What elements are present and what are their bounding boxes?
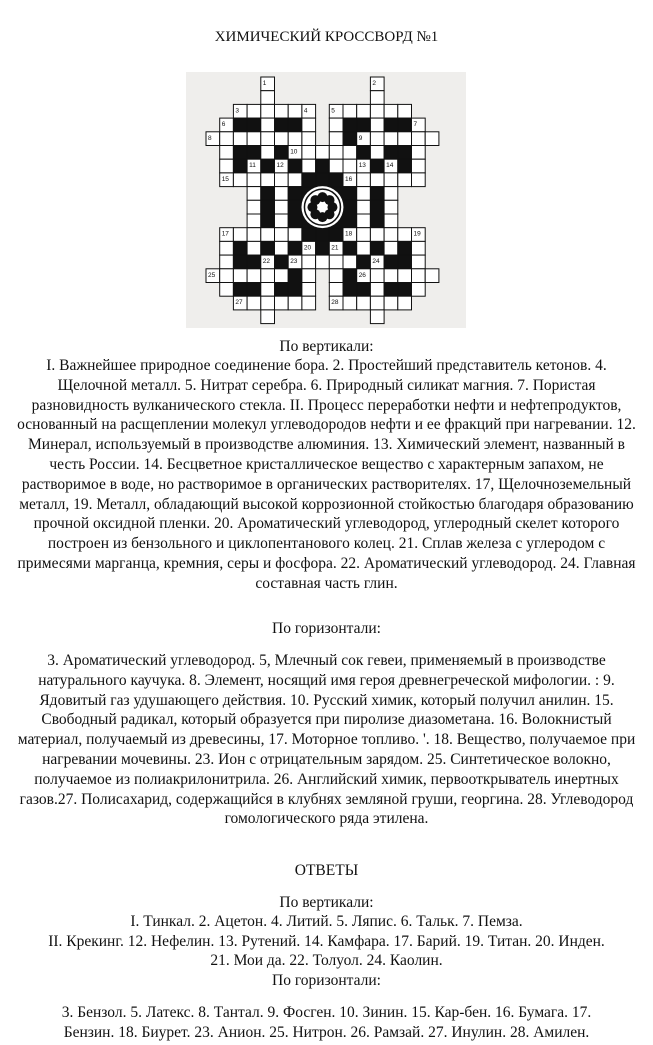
answers-horizontal-line: 3. Бензол. 5. Латекс. 8. Тантал. 9. Фосген. 10. Зинин. 15. Кар-бен. 16. Бумага. 17. bbox=[61, 1004, 592, 1021]
white-cell bbox=[343, 255, 357, 269]
white-cell bbox=[261, 283, 275, 297]
white-cell bbox=[220, 283, 234, 297]
white-cell bbox=[412, 159, 426, 173]
white-cell bbox=[288, 104, 302, 118]
crossword-grid bbox=[186, 72, 466, 328]
white-cell bbox=[220, 241, 234, 255]
white-cell bbox=[261, 146, 275, 160]
clue-number: 18 bbox=[345, 230, 353, 238]
white-cell bbox=[233, 269, 247, 283]
white-cell bbox=[261, 118, 275, 132]
black-cell bbox=[261, 159, 275, 173]
clue-number: 8 bbox=[208, 134, 212, 142]
black-cell bbox=[247, 255, 261, 269]
black-cell bbox=[370, 200, 384, 214]
white-cell bbox=[275, 214, 289, 228]
white-cell bbox=[370, 104, 384, 118]
white-cell bbox=[384, 187, 398, 201]
white-cell bbox=[370, 228, 384, 242]
answers-vertical-heading: По вертикали: bbox=[279, 894, 374, 911]
horizontal-heading: По горизонтали: bbox=[272, 620, 381, 637]
black-cell bbox=[261, 187, 275, 201]
black-cell bbox=[357, 283, 371, 297]
white-cell bbox=[357, 296, 371, 310]
white-cell bbox=[357, 173, 371, 187]
clue-number: 9 bbox=[358, 134, 363, 142]
white-cell bbox=[275, 241, 289, 255]
white-cell bbox=[233, 173, 247, 187]
black-cell bbox=[288, 214, 302, 228]
white-cell bbox=[247, 241, 261, 255]
black-cell bbox=[357, 255, 371, 269]
black-cell bbox=[302, 228, 316, 242]
black-cell bbox=[343, 269, 357, 283]
clue-number: 4 bbox=[303, 107, 308, 115]
clue-number: 28 bbox=[331, 299, 339, 307]
answers-horizontal-line: Бензин. 18. Биурет. 23. Анион. 25. Нитрон. 26. Рамзай. 27. Инулин. 28. Амилен. bbox=[63, 1024, 590, 1041]
white-cell bbox=[329, 132, 343, 146]
white-cell bbox=[357, 187, 371, 201]
white-cell bbox=[398, 296, 412, 310]
black-cell bbox=[288, 187, 302, 201]
white-cell bbox=[275, 269, 289, 283]
clue-number: 26 bbox=[358, 271, 366, 279]
white-cell bbox=[316, 146, 330, 160]
white-cell bbox=[370, 269, 384, 283]
white-cell bbox=[275, 228, 289, 242]
white-cell bbox=[398, 104, 412, 118]
clue-number: 22 bbox=[262, 258, 271, 266]
horizontal-clues: 3. Ароматический углеводород. 5, Млечный сок гевеи, применяемый в производстве натурального каучука. 8. Элемент, носящий имя героя древнегреческой мифологии. : 9. Ядовитый газ удушающего действия. 10. Русский химик, который получил анилин. 15. Свободный радикал, который образуется при пиролизе диазометана. 16. Волокнистый материал, получаемый из древесины, 17. Моторное топливо. '. 18. Вещество, получаемое при нагревании мочевины. 23. Ион с отрицательным зарядом. 25. Синтетическое волокно, получаемое из полиакрилонитрила. 26. Английский химик, первооткрыватель инертных газов.27. Полисахарид, содержащийся в клубнях земляной груши, георгина. 28. Углеводород гомологического ряда этилена. bbox=[17, 652, 636, 828]
white-cell bbox=[247, 104, 261, 118]
white-cell bbox=[247, 200, 261, 214]
clue-number: 15 bbox=[221, 175, 229, 183]
clue-number: 1 bbox=[262, 80, 267, 87]
white-cell bbox=[357, 241, 371, 255]
white-cell bbox=[329, 159, 343, 173]
white-cell bbox=[247, 173, 261, 187]
white-cell bbox=[220, 159, 234, 173]
white-cell bbox=[302, 118, 316, 132]
white-cell bbox=[343, 159, 357, 173]
black-cell bbox=[288, 283, 302, 297]
black-cell bbox=[247, 146, 261, 160]
clue-number: 20 bbox=[303, 244, 312, 252]
clue-number: 2 bbox=[372, 80, 377, 87]
white-cell bbox=[343, 296, 357, 310]
white-cell bbox=[261, 132, 275, 146]
black-cell bbox=[370, 159, 384, 173]
white-cell bbox=[398, 228, 412, 242]
black-cell bbox=[370, 241, 384, 255]
answers-horizontal-heading: По горизонтали: bbox=[272, 972, 381, 989]
vertical-clues: I. Важнейшее природное соединение бора. 2. Простейший представитель кетонов. 4. Щелочной металл. 5. Нитрат серебра. 6. Природный силикат магния. 7. Пористая разновидность вулканического стекла. II. Процесс переработки нефти и нефтепродуктов, основанный на расщеплении молекул углеводородов нефти и ее фракций при нагревании. 12. Минерал, используемый в производстве алюминия. 13. Химический элемент, названный в честь России. 14. Бесцветное кристаллическое вещество с характерным запахом, не растворимое в воде, но растворимое в органических растворителях. 17, Щелочноземельный металл, 19. Металл, обладающий высокой коррозионной стойкостью благодаря образованию прочной оксидной пленки. 20. Ароматический углеводород, углеродный скелет которого построен из бензольного и циклопентанового колец. 21. Сплав железа с углеродом с примесями марганца, кремния, серы и фосфора. 22. Ароматический углеводород. 24. Главная составная часть глин. bbox=[17, 357, 636, 592]
answers-vertical-line: II. Крекинг. 12. Нефелин. 13. Рутений. 14. Камфара. 17. Барий. 19. Титан. 20. Инден. bbox=[48, 933, 605, 950]
white-cell bbox=[370, 173, 384, 187]
black-cell bbox=[261, 214, 275, 228]
white-cell bbox=[384, 173, 398, 187]
black-cell bbox=[398, 159, 412, 173]
clue-number: 6 bbox=[221, 121, 226, 129]
clue-number: 27 bbox=[235, 299, 243, 307]
white-cell bbox=[425, 132, 439, 146]
black-cell bbox=[288, 118, 302, 132]
vertical-heading: По вертикали: bbox=[279, 338, 374, 355]
black-cell bbox=[384, 283, 398, 297]
white-cell bbox=[261, 173, 275, 187]
white-cell bbox=[370, 118, 384, 132]
white-cell bbox=[384, 241, 398, 255]
black-cell bbox=[316, 228, 330, 242]
white-cell bbox=[384, 200, 398, 214]
clue-number: 19 bbox=[413, 230, 421, 238]
clue-number: 3 bbox=[235, 107, 240, 115]
white-cell bbox=[275, 187, 289, 201]
black-cell bbox=[233, 146, 247, 160]
white-cell bbox=[302, 296, 316, 310]
clue-number: 12 bbox=[276, 162, 284, 170]
clue-number: 21 bbox=[331, 244, 339, 252]
white-cell bbox=[343, 146, 357, 160]
answers-vertical-line: 21. Мои да. 22. Толуол. 24. Каолин. bbox=[210, 952, 443, 969]
white-cell bbox=[329, 255, 343, 269]
white-cell bbox=[247, 214, 261, 228]
white-cell bbox=[412, 132, 426, 146]
white-cell bbox=[302, 132, 316, 146]
black-cell bbox=[329, 228, 343, 242]
white-cell bbox=[261, 228, 275, 242]
black-cell bbox=[370, 187, 384, 201]
black-cell bbox=[302, 173, 316, 187]
black-cell bbox=[247, 118, 261, 132]
black-cell bbox=[398, 283, 412, 297]
black-cell bbox=[316, 159, 330, 173]
white-cell bbox=[288, 173, 302, 187]
black-cell bbox=[233, 283, 247, 297]
black-cell bbox=[275, 146, 289, 160]
black-cell bbox=[343, 283, 357, 297]
white-cell bbox=[316, 255, 330, 269]
clue-number: 14 bbox=[386, 162, 394, 170]
white-cell bbox=[220, 269, 234, 283]
white-cell bbox=[261, 91, 275, 105]
white-cell bbox=[302, 146, 316, 160]
white-cell bbox=[220, 146, 234, 160]
white-cell bbox=[247, 132, 261, 146]
black-cell bbox=[288, 200, 302, 214]
white-cell bbox=[384, 269, 398, 283]
black-cell bbox=[233, 159, 247, 173]
clue-number: 13 bbox=[358, 162, 366, 170]
white-cell bbox=[220, 132, 234, 146]
white-cell bbox=[247, 269, 261, 283]
black-cell bbox=[357, 118, 371, 132]
black-cell bbox=[329, 173, 343, 187]
white-cell bbox=[288, 296, 302, 310]
black-cell bbox=[343, 132, 357, 146]
black-cell bbox=[357, 146, 371, 160]
white-cell bbox=[398, 173, 412, 187]
black-cell bbox=[343, 214, 357, 228]
white-cell bbox=[275, 132, 289, 146]
white-cell bbox=[384, 228, 398, 242]
white-cell bbox=[384, 296, 398, 310]
black-cell bbox=[275, 283, 289, 297]
black-cell bbox=[398, 241, 412, 255]
white-cell bbox=[370, 132, 384, 146]
black-cell bbox=[261, 200, 275, 214]
white-cell bbox=[302, 283, 316, 297]
black-cell bbox=[343, 118, 357, 132]
black-cell bbox=[398, 118, 412, 132]
white-cell bbox=[398, 269, 412, 283]
white-cell bbox=[384, 132, 398, 146]
white-cell bbox=[261, 296, 275, 310]
black-cell bbox=[288, 159, 302, 173]
white-cell bbox=[357, 228, 371, 242]
clue-number: 7 bbox=[413, 121, 418, 129]
clue-number: 11 bbox=[249, 162, 256, 170]
black-cell bbox=[261, 241, 275, 255]
white-cell bbox=[370, 310, 384, 324]
white-cell bbox=[412, 173, 426, 187]
crossword-image bbox=[186, 72, 466, 328]
white-cell bbox=[329, 146, 343, 160]
white-cell bbox=[288, 228, 302, 242]
white-cell bbox=[275, 296, 289, 310]
black-cell bbox=[275, 255, 289, 269]
black-cell bbox=[316, 241, 330, 255]
black-cell bbox=[384, 255, 398, 269]
white-cell bbox=[398, 132, 412, 146]
white-cell bbox=[370, 91, 384, 105]
clue-number: 25 bbox=[208, 271, 216, 279]
white-cell bbox=[343, 104, 357, 118]
white-cell bbox=[261, 310, 275, 324]
clue-number: 24 bbox=[372, 258, 380, 266]
black-cell bbox=[233, 241, 247, 255]
black-cell bbox=[384, 118, 398, 132]
black-cell bbox=[316, 173, 330, 187]
white-cell bbox=[412, 255, 426, 269]
clue-number: 23 bbox=[290, 258, 298, 266]
black-cell bbox=[247, 283, 261, 297]
black-cell bbox=[343, 241, 357, 255]
white-cell bbox=[370, 283, 384, 297]
white-cell bbox=[302, 159, 316, 173]
white-cell bbox=[275, 104, 289, 118]
clue-number: 10 bbox=[290, 148, 298, 156]
white-cell bbox=[220, 255, 234, 269]
black-cell bbox=[343, 187, 357, 201]
clue-number: 5 bbox=[331, 107, 335, 115]
black-cell bbox=[398, 255, 412, 269]
black-cell bbox=[398, 146, 412, 160]
white-cell bbox=[384, 104, 398, 118]
white-cell bbox=[247, 228, 261, 242]
white-cell bbox=[302, 255, 316, 269]
white-cell bbox=[275, 173, 289, 187]
white-cell bbox=[384, 214, 398, 228]
white-cell bbox=[247, 296, 261, 310]
white-cell bbox=[412, 283, 426, 297]
black-cell bbox=[233, 255, 247, 269]
white-cell bbox=[247, 187, 261, 201]
black-cell bbox=[288, 241, 302, 255]
white-cell bbox=[412, 146, 426, 160]
clue-number: 17 bbox=[221, 230, 229, 238]
black-cell bbox=[288, 269, 302, 283]
answers-vertical-line: I. Тинкал. 2. Ацетон. 4. Литий. 5. Ляпис. 6. Тальк. 7. Пемза. bbox=[130, 913, 523, 930]
white-cell bbox=[357, 200, 371, 214]
white-cell bbox=[233, 228, 247, 242]
white-cell bbox=[329, 269, 343, 283]
white-cell bbox=[329, 283, 343, 297]
white-cell bbox=[288, 132, 302, 146]
black-cell bbox=[343, 200, 357, 214]
white-cell bbox=[357, 214, 371, 228]
black-cell bbox=[233, 118, 247, 132]
white-cell bbox=[302, 269, 316, 283]
white-cell bbox=[357, 104, 371, 118]
white-cell bbox=[370, 146, 384, 160]
white-cell bbox=[329, 118, 343, 132]
white-cell bbox=[275, 200, 289, 214]
page-title: ХИМИЧЕСКИЙ КРОССВОРД №1 bbox=[214, 29, 439, 45]
white-cell bbox=[233, 132, 247, 146]
black-cell bbox=[384, 146, 398, 160]
white-cell bbox=[261, 269, 275, 283]
black-cell bbox=[275, 118, 289, 132]
white-cell bbox=[412, 241, 426, 255]
emblem-petal bbox=[325, 195, 335, 205]
black-cell bbox=[370, 214, 384, 228]
white-cell bbox=[370, 296, 384, 310]
white-cell bbox=[261, 104, 275, 118]
white-cell bbox=[425, 269, 439, 283]
white-cell bbox=[412, 269, 426, 283]
answers-heading: ОТВЕТЫ bbox=[294, 862, 359, 879]
clue-number: 16 bbox=[345, 175, 353, 183]
